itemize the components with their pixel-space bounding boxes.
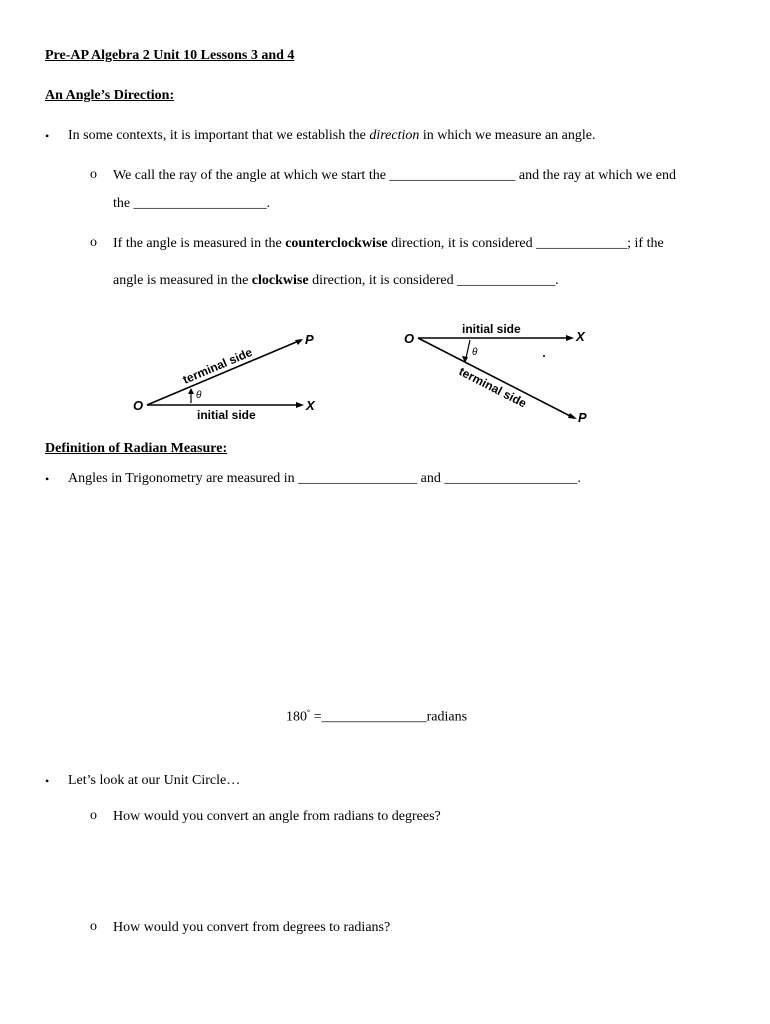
clockwise-angle-figure [400,316,600,426]
terminal-side-label: terminal side [456,364,529,411]
radian-heading: Definition of Radian Measure: [45,441,228,456]
initial-arrowhead [566,335,574,341]
angle-arc-arrow [466,340,470,358]
radian-units-blank: Angles in Trigonometry are measured in _________________ and ___________________. [68,471,581,486]
initial-side-label: initial side [462,322,521,336]
vertex-label-o: O [404,331,415,346]
degrees-to-radians-question: How would you convert from degrees to radians? [113,920,391,935]
degree-radian-equation [286,708,467,726]
bullet-marker: • [45,129,50,143]
unit-circle-bullet: Let’s look at our Unit Circle… [68,773,241,788]
radians-to-degrees-question: How would you convert an angle from radians to degrees? [113,809,441,824]
clockwise-term: clockwise [251,273,309,288]
angle-label-theta: θ [472,347,478,358]
direction-heading: An Angle’s Direction: [45,88,175,103]
point-label-p: P [305,332,314,347]
direction-text-before: In some contexts, it is important that we establish the [68,128,370,143]
rays-question-line1: We call the ray of the angle at which we start the __________________ and the ray at which we end [113,168,676,183]
sub-bullet-marker: o [90,167,97,182]
direction-question-line2 [113,273,559,289]
point-label-x: X [576,329,585,344]
direction-q2-after: direction, it is considered ______________. [308,273,559,288]
angle-label-theta: θ [196,390,202,401]
bullet-marker: • [45,774,50,788]
page-title: Pre-AP Algebra 2 Unit 10 Lessons 3 and 4 [45,48,295,63]
point-label-p: P [578,410,587,425]
direction-emphasis: direction [369,128,420,143]
terminal-arrowhead [295,339,303,345]
terminal-ray [418,338,574,418]
sub-bullet-marker: o [90,235,97,250]
rays-question-line2: the ___________________. [113,196,271,211]
initial-side-label: initial side [197,408,256,422]
angle-arrowhead [188,388,194,394]
vertex-label-o: O [133,398,144,413]
direction-q1-after: direction, it is considered _____________; if the [387,236,664,251]
degree-symbol: ° [307,708,311,717]
direction-question-line1 [113,236,664,252]
sub-bullet-marker: o [90,808,97,823]
initial-arrowhead [296,402,304,408]
terminal-ray [147,340,301,405]
counterclockwise-term: counterclockwise [285,236,388,251]
direction-bullet-text [68,128,595,144]
equation-degrees: 180 [286,709,307,725]
direction-text-after: in which we measure an angle. [419,128,596,143]
sub-bullet-marker: o [90,919,97,934]
terminal-arrowhead [568,413,577,419]
direction-q2-before: angle is measured in the [113,273,252,288]
terminal-side-label: terminal side [180,345,255,387]
equation-radians-blank: =_______________radians [310,709,468,725]
angle-arrowhead [462,356,468,363]
stray-dot [543,355,545,357]
direction-q1-before: If the angle is measured in the [113,236,286,251]
point-label-x: X [306,398,315,413]
counterclockwise-angle-figure [125,318,325,426]
bullet-marker: • [45,472,50,486]
